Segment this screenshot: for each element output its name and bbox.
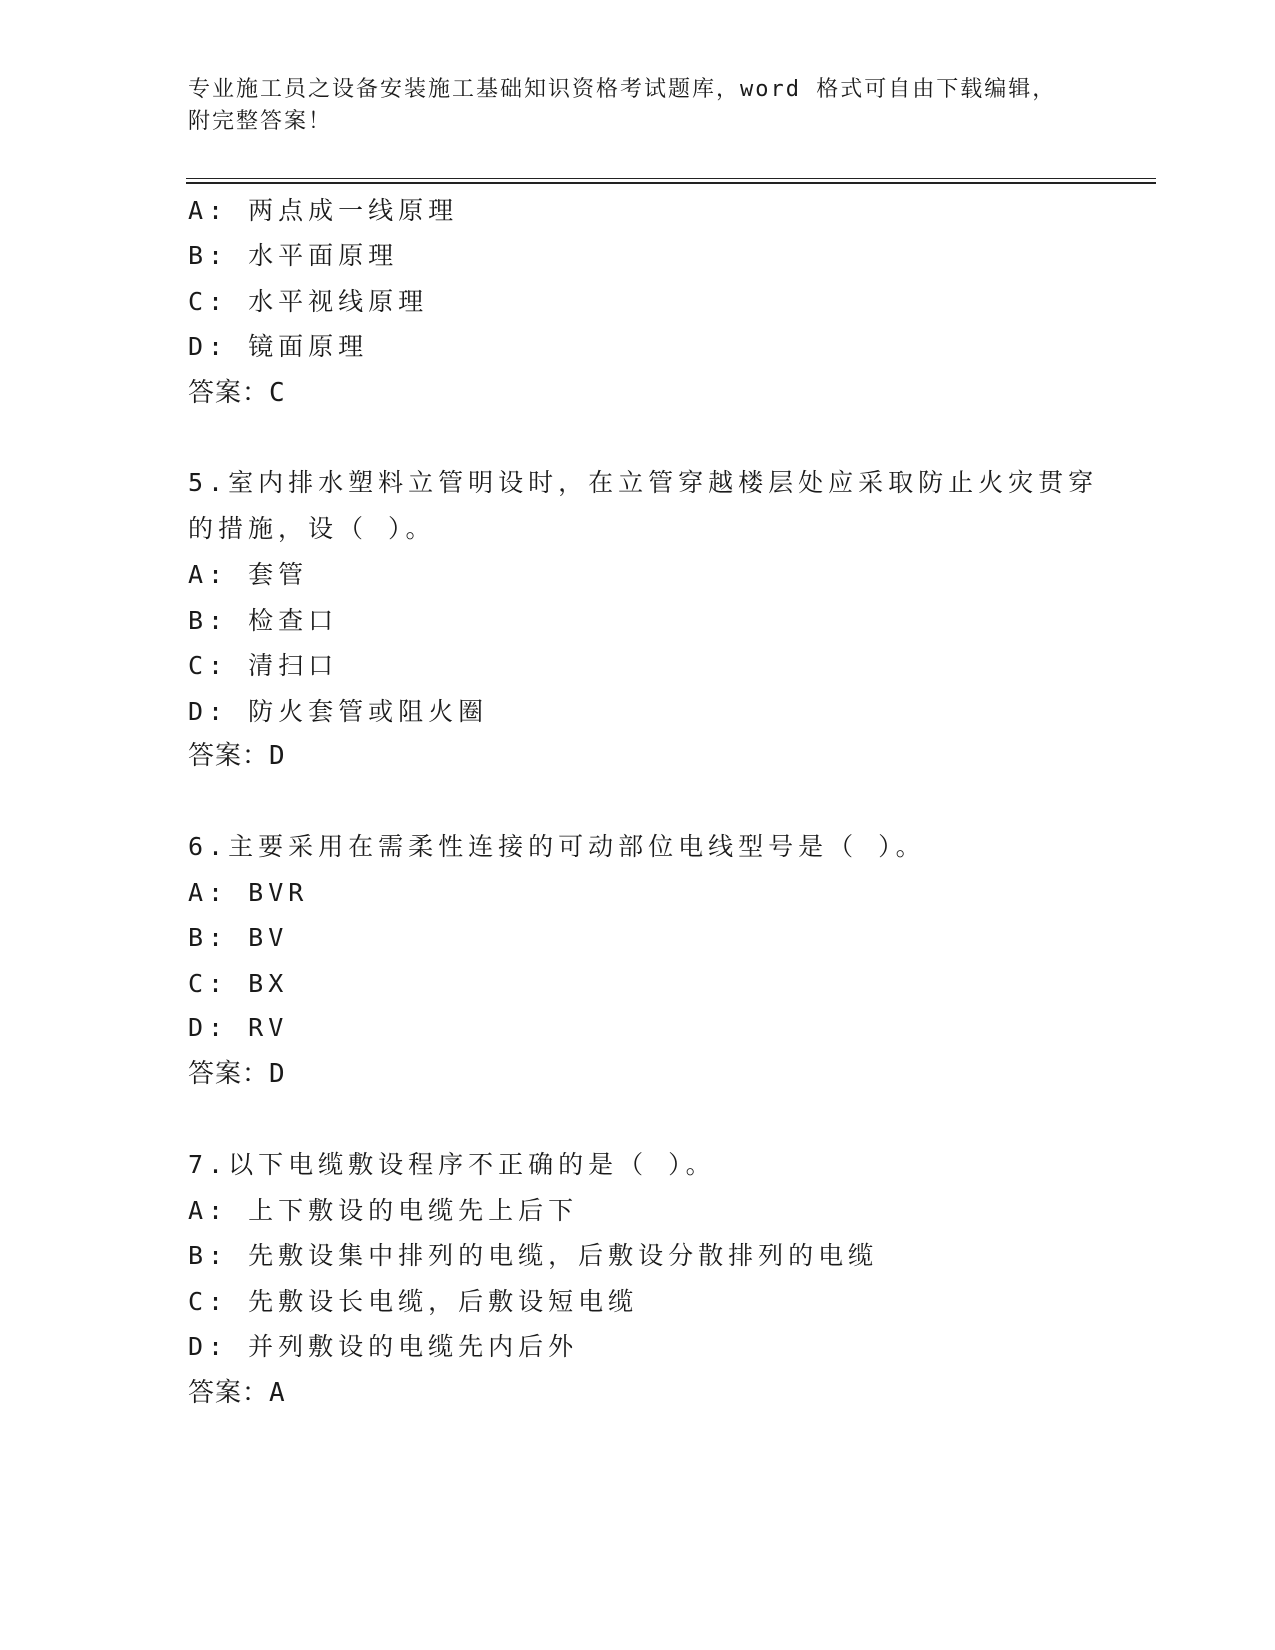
option-c: C: 清扫口 [188,651,339,680]
answer-line [188,1378,286,1408]
answer-label: 答案： [188,1059,270,1089]
question-stem-line-1: 6.主要采用在需柔性连接的可动部位电线型号是（ ）。 [188,832,926,861]
answer-line [188,378,286,408]
option-a: A: 两点成一线原理 [188,196,459,225]
option-b: B: 水平面原理 [188,241,399,270]
header-line-2: 附完整答案！ [188,109,333,134]
answer-value: D [269,1059,286,1089]
option-b: B: BV [188,923,289,952]
option-d: D: 并列敷设的电缆先内后外 [188,1332,579,1361]
answer-label: 答案： [188,1378,270,1408]
question-stem-line-2: 的措施，设（ ）。 [188,514,436,543]
answer-label: 答案： [188,741,270,771]
header-divider-thick [186,182,1156,184]
option-b: B: 检查口 [188,606,339,635]
answer-line [188,741,286,771]
question-stem-line-1: 5.室内排水塑料立管明设时，在立管穿越楼层处应采取防止火灾贯穿 [188,468,1099,497]
header-divider-thin [186,178,1156,179]
option-c: C: 先敷设长电缆，后敷设短电缆 [188,1287,639,1316]
option-c: C: 水平视线原理 [188,287,429,316]
option-c: C: BX [188,969,289,998]
option-d: D: 镜面原理 [188,332,369,361]
option-d: D: RV [188,1013,289,1042]
answer-label: 答案： [188,378,270,408]
question-stem-line-1: 7.以下电缆敷设程序不正确的是（ ）。 [188,1150,716,1179]
document-header [188,74,1088,138]
answer-value: A [269,1378,286,1408]
option-d: D: 防火套管或阻火圈 [188,697,489,726]
option-a: A: 套管 [188,560,309,589]
answer-value: C [269,378,286,408]
option-a: A: BVR [188,878,309,907]
option-b: B: 先敷设集中排列的电缆，后敷设分散排列的电缆 [188,1241,879,1270]
option-a: A: 上下敷设的电缆先上后下 [188,1196,579,1225]
answer-line [188,1059,286,1089]
answer-value: D [269,741,286,771]
header-line-1: 专业施工员之设备安装施工基础知识资格考试题库，word 格式可自由下载编辑， [188,77,1057,102]
